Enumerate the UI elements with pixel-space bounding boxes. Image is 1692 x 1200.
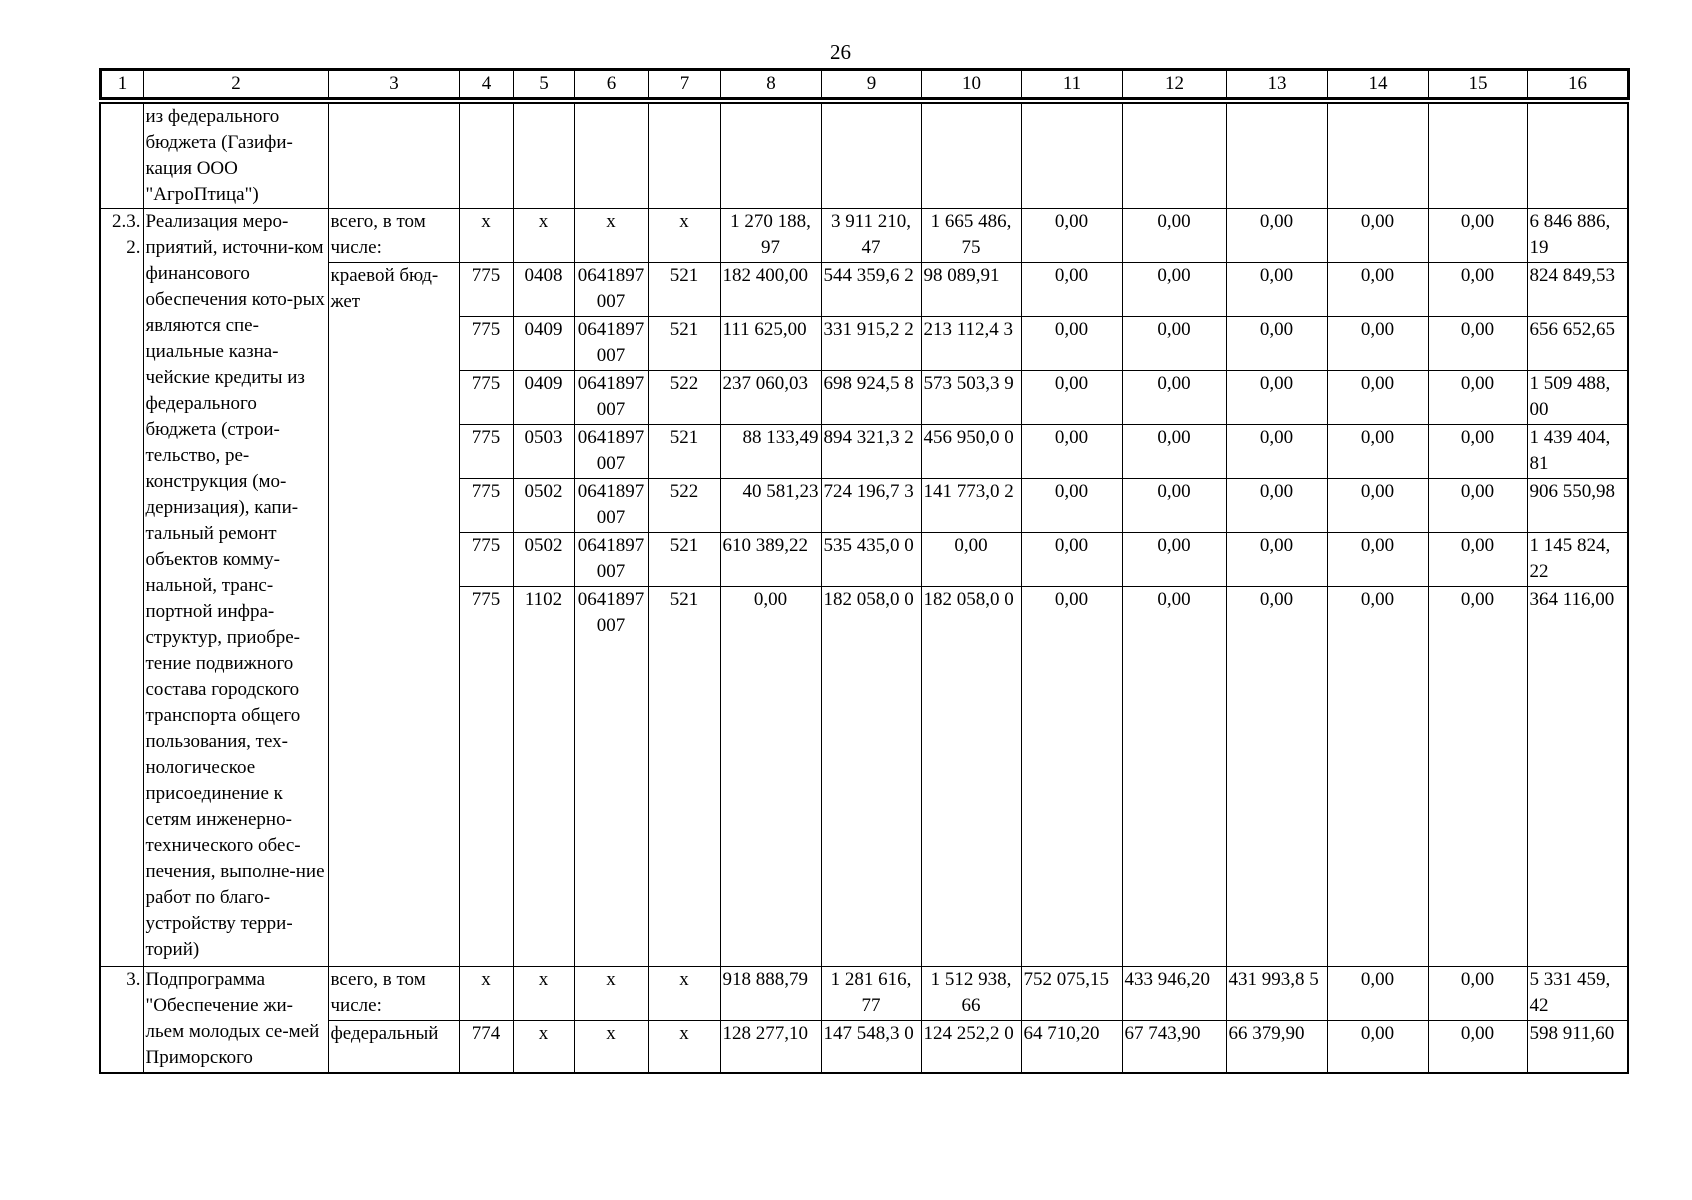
cell-value: 0,00 [1226,317,1327,371]
cell-value: 0,00 [1428,263,1527,317]
cell-value: 3 911 210, 47 [821,209,921,263]
column-number: 2 [144,70,329,99]
cell-value: 1 270 188, 97 [720,209,821,263]
cell-value: 456 950,0 0 [921,425,1021,479]
cell-value: 40 581,23 [720,479,821,533]
cell-value: 894 321,3 2 [821,425,921,479]
cell-value: 331 915,2 2 [821,317,921,371]
cell-value: 1 439 404, 81 [1527,425,1628,479]
cell-value: 0,00 [1021,263,1122,317]
cell-description: Подпрограмма "Обеспечение жи-льем молодых се-мей Приморского [143,967,328,1073]
cell-value: 775 [459,533,513,587]
cell-value: 0,00 [1327,1021,1428,1073]
cell-value: 522 [648,479,720,533]
cell-value: x [648,967,720,1021]
cell-value: 182 058,0 0 [821,587,921,967]
cell-value [1428,103,1527,209]
column-number: 9 [822,70,922,99]
cell-value: 0502 [513,479,574,533]
cell-value: 1 509 488, 00 [1527,371,1628,425]
cell-value: 906 550,98 [1527,479,1628,533]
cell-value: 128 277,10 [720,1021,821,1073]
cell-value: 0,00 [1428,209,1527,263]
cell-value: 1 665 486, 75 [921,209,1021,263]
cell-value: x [459,209,513,263]
cell-value: x [574,1021,648,1073]
cell-value: 775 [459,587,513,967]
cell-value: 521 [648,317,720,371]
cell-value: 775 [459,479,513,533]
cell-value: 775 [459,263,513,317]
cell-value: 66 379,90 [1226,1021,1327,1073]
cell-value: x [648,1021,720,1073]
cell-value: 521 [648,425,720,479]
cell-value: 535 435,0 0 [821,533,921,587]
cell-value: 775 [459,371,513,425]
cell-value: 67 743,90 [1122,1021,1226,1073]
cell-source: всего, в том числе: [328,209,459,263]
cell-value: 0,00 [1122,479,1226,533]
cell-value: 0,00 [1122,263,1226,317]
column-number: 11 [1022,70,1123,99]
cell-value: 0,00 [1327,479,1428,533]
cell-value: 0409 [513,317,574,371]
cell-value: 0,00 [1327,209,1428,263]
cell-value: 521 [648,263,720,317]
cell-value: 0,00 [1021,209,1122,263]
cell-value: 824 849,53 [1527,263,1628,317]
cell-value: 5 331 459, 42 [1527,967,1628,1021]
cell-value: 0409 [513,371,574,425]
cell-value: 656 652,65 [1527,317,1628,371]
cell-value: 0502 [513,533,574,587]
header-row [101,70,1629,99]
cell-number [100,103,143,209]
cell-value: 364 116,00 [1527,587,1628,967]
cell-value [513,103,574,209]
cell-value: 775 [459,425,513,479]
column-number: 7 [649,70,721,99]
column-number: 6 [575,70,649,99]
cell-value [574,103,648,209]
cell-value: 522 [648,371,720,425]
cell-value: 0,00 [1428,533,1527,587]
cell-value: 124 252,2 0 [921,1021,1021,1073]
cell-value: x [459,967,513,1021]
cell-value: 182 400,00 [720,263,821,317]
cell-value: 0,00 [1122,317,1226,371]
cell-value: 0,00 [1021,425,1122,479]
cell-value: 0641897 007 [574,479,648,533]
cell-value: 0,00 [1327,967,1428,1021]
cell-value: 0,00 [1327,587,1428,967]
cell-value: 0503 [513,425,574,479]
cell-value: 0,00 [1428,371,1527,425]
cell-value: 98 089,91 [921,263,1021,317]
table-row [100,1021,1628,1073]
cell-description: Реализация меро-приятий, источни-ком финансового обеспечения кото-рых являются спе-циальные казна-чейские кредиты из федерального бюджета (строи-тельство, ре-конструкция (мо-дернизация), капи-тальный ремонт объектов комму-нальной, транс-портной инфра-структур, приобре-тение подвижного состава городского транспорта общего пользования, тех-нологическое присоединение к сетям инженерно-технического обес-печения, выполне-ние работ по благо-устройству терри-торий) [143,209,328,967]
cell-value: 431 993,8 5 [1226,967,1327,1021]
cell-value [1021,103,1122,209]
cell-value: 0,00 [1122,533,1226,587]
cell-value: 0,00 [1428,425,1527,479]
cell-value: 0,00 [1327,371,1428,425]
cell-source: краевой бюд-жет [328,263,459,967]
cell-value: 775 [459,317,513,371]
cell-value: 0,00 [1122,209,1226,263]
cell-value: 0,00 [1226,533,1327,587]
cell-value: 0,00 [1428,587,1527,967]
cell-value: 111 625,00 [720,317,821,371]
cell-value: 521 [648,587,720,967]
cell-value: 0,00 [1428,967,1527,1021]
page-number: 26 [830,40,851,64]
cell-value: 752 075,15 [1021,967,1122,1021]
column-number: 15 [1429,70,1528,99]
table-row [100,103,1628,209]
cell-description: из федерального бюджета (Газифи-кация ООО "АгроПтица") [143,103,328,209]
column-number: 16 [1528,70,1629,99]
budget-table [99,102,1629,1074]
table-row [100,263,1628,317]
cell-value: 0,00 [1327,533,1428,587]
column-number: 12 [1123,70,1227,99]
cell-value: 0641897 007 [574,533,648,587]
cell-value [1226,103,1327,209]
cell-value: 0,00 [1021,533,1122,587]
cell-value: 0,00 [1122,587,1226,967]
column-number: 8 [721,70,822,99]
cell-value: x [513,209,574,263]
cell-value: 0,00 [1428,317,1527,371]
cell-value: 0641897 007 [574,587,648,967]
column-number: 14 [1328,70,1429,99]
cell-value: 0,00 [1122,371,1226,425]
cell-value: 1 512 938, 66 [921,967,1021,1021]
cell-value: 0641897 007 [574,371,648,425]
cell-value: 0,00 [1021,371,1122,425]
cell-value: 0,00 [1021,317,1122,371]
cell-value [1527,103,1628,209]
cell-value: x [513,967,574,1021]
cell-value: 724 196,7 3 [821,479,921,533]
cell-source: всего, в том числе: [328,967,459,1021]
cell-value: x [513,1021,574,1073]
cell-value: 0,00 [1021,587,1122,967]
cell-number: 3. [100,967,143,1073]
cell-value: 0,00 [1226,587,1327,967]
column-number: 13 [1227,70,1328,99]
cell-value: 544 359,6 2 [821,263,921,317]
cell-source [328,103,459,209]
cell-value: 237 060,03 [720,371,821,425]
column-number: 5 [514,70,575,99]
cell-source: федеральный [328,1021,459,1073]
table-row [100,967,1628,1021]
cell-value: 182 058,0 0 [921,587,1021,967]
cell-value: 141 773,0 2 [921,479,1021,533]
cell-value [921,103,1021,209]
cell-value: 0,00 [921,533,1021,587]
column-number: 1 [101,70,144,99]
column-number: 3 [329,70,460,99]
cell-value: 147 548,3 0 [821,1021,921,1073]
cell-value: 0408 [513,263,574,317]
cell-value: 918 888,79 [720,967,821,1021]
column-number: 4 [460,70,514,99]
cell-value: 0,00 [1226,371,1327,425]
cell-value: 213 112,4 3 [921,317,1021,371]
cell-value: 521 [648,533,720,587]
cell-value: 433 946,20 [1122,967,1226,1021]
cell-value: 573 503,3 9 [921,371,1021,425]
cell-value: 0,00 [1122,425,1226,479]
cell-value [720,103,821,209]
cell-value: 0,00 [1226,479,1327,533]
cell-value: x [648,209,720,263]
cell-value: 0,00 [1428,479,1527,533]
cell-value: 0,00 [1327,317,1428,371]
cell-value: 0641897 007 [574,425,648,479]
cell-value: 0,00 [1021,479,1122,533]
cell-value [1327,103,1428,209]
cell-value: 64 710,20 [1021,1021,1122,1073]
cell-value: 0,00 [1226,209,1327,263]
column-number: 10 [922,70,1022,99]
cell-value: 0,00 [1327,263,1428,317]
cell-value [1122,103,1226,209]
cell-value: 88 133,49 [720,425,821,479]
column-number-header [99,68,1630,100]
cell-number: 2.3. 2. [100,209,143,967]
table-row [100,209,1628,263]
cell-value: 0641897 007 [574,317,648,371]
cell-value [648,103,720,209]
cell-value: 0,00 [1226,425,1327,479]
cell-value: 6 846 886, 19 [1527,209,1628,263]
cell-value: 1 281 616, 77 [821,967,921,1021]
cell-value: x [574,209,648,263]
cell-value: 0,00 [1428,1021,1527,1073]
cell-value: 1102 [513,587,574,967]
cell-value: 774 [459,1021,513,1073]
cell-value: x [574,967,648,1021]
cell-value: 0,00 [1327,425,1428,479]
cell-value: 698 924,5 8 [821,371,921,425]
cell-value: 0,00 [720,587,821,967]
cell-value: 1 145 824, 22 [1527,533,1628,587]
cell-value: 598 911,60 [1527,1021,1628,1073]
cell-value: 0,00 [1226,263,1327,317]
cell-value: 0641897 007 [574,263,648,317]
cell-value [459,103,513,209]
cell-value: 610 389,22 [720,533,821,587]
cell-value [821,103,921,209]
